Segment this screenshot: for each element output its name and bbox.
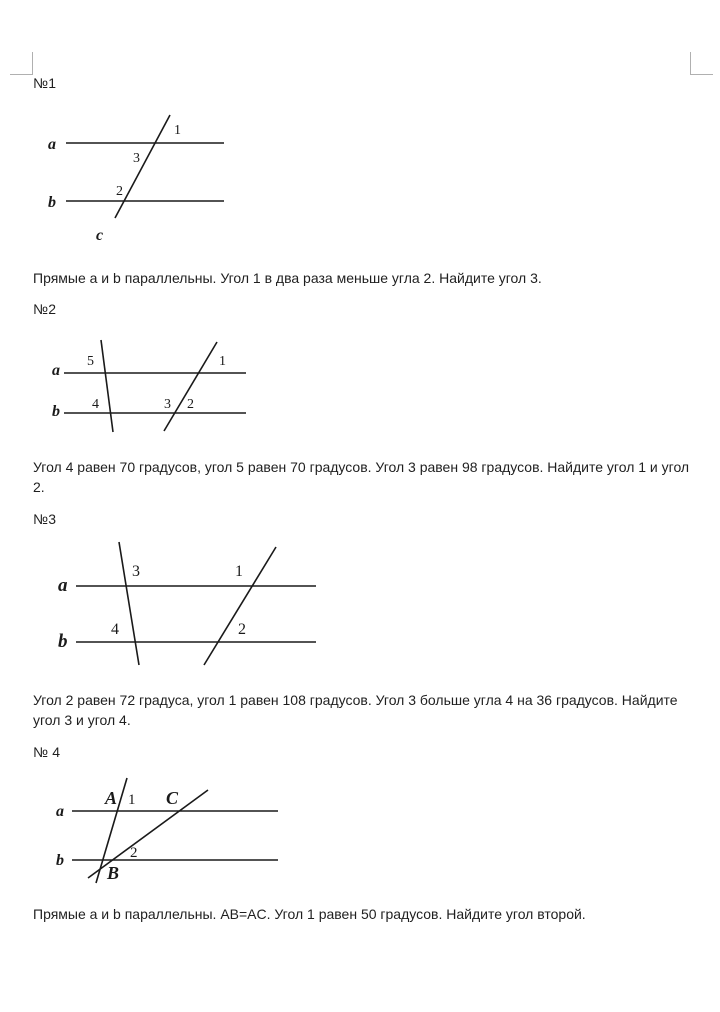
- label-line-b: b: [48, 194, 56, 211]
- label-angle-2: 2: [116, 184, 123, 199]
- label-line-b: b: [56, 852, 64, 869]
- problem-4-figure: [0, 775, 300, 895]
- label-point-a: A: [105, 788, 118, 808]
- label-angle-5: 5: [87, 354, 94, 369]
- label-angle-1: 1: [219, 354, 226, 369]
- label-line-a: a: [52, 362, 60, 379]
- label-point-b: B: [107, 863, 120, 883]
- label-line-c: c: [96, 227, 104, 244]
- label-line-b: b: [58, 631, 68, 652]
- problem-1-heading: №1: [33, 75, 57, 91]
- label-angle-1: 1: [128, 792, 136, 808]
- label-angle-1: 1: [235, 563, 243, 580]
- label-angle-3: 3: [133, 151, 140, 166]
- label-angle-2: 2: [238, 621, 246, 638]
- line-c: [115, 115, 170, 218]
- label-line-a: a: [58, 575, 68, 596]
- problem-2-figure: [0, 335, 260, 435]
- problem-3-figure: [0, 535, 330, 675]
- label-angle-1: 1: [174, 123, 181, 138]
- problem-3-heading: №3: [33, 511, 57, 527]
- page-corner-mark-left: [10, 52, 33, 75]
- label-angle-3: 3: [132, 563, 140, 580]
- problem-2-text: Угол 4 равен 70 градусов, угол 5 равен 70 градусов. Угол 3 равен 98 градусов. Найдите угол 1 и угол 2.: [33, 459, 690, 495]
- label-angle-4: 4: [111, 621, 119, 638]
- transversal-right: [164, 342, 217, 431]
- problem-2-heading: №2: [33, 301, 57, 317]
- transversal-left: [101, 340, 113, 432]
- problem-3-text: Угол 2 равен 72 градуса, угол 1 равен 108 градусов. Угол 3 больше угла 4 на 36 градусов. Найдите угол 3 и угол 4.: [33, 692, 678, 728]
- label-angle-3: 3: [164, 397, 171, 412]
- page-corner-mark-right: [690, 52, 713, 75]
- problem-1-figure: [0, 110, 260, 250]
- label-angle-2: 2: [130, 845, 138, 861]
- problem-4-text: Прямые a и b параллельны. AB=AC. Угол 1 равен 50 градусов. Найдите угол второй.: [33, 906, 586, 922]
- transversal-left: [119, 542, 139, 665]
- label-angle-4: 4: [92, 397, 99, 412]
- label-angle-2: 2: [187, 397, 194, 412]
- label-line-b: b: [52, 403, 60, 420]
- label-point-c: C: [166, 788, 179, 808]
- problem-4-heading: № 4: [33, 744, 61, 760]
- label-line-a: a: [48, 136, 56, 153]
- label-line-a: a: [56, 803, 64, 820]
- problem-1-text: Прямые a и b параллельны. Угол 1 в два раза меньше угла 2. Найдите угол 3.: [33, 270, 542, 286]
